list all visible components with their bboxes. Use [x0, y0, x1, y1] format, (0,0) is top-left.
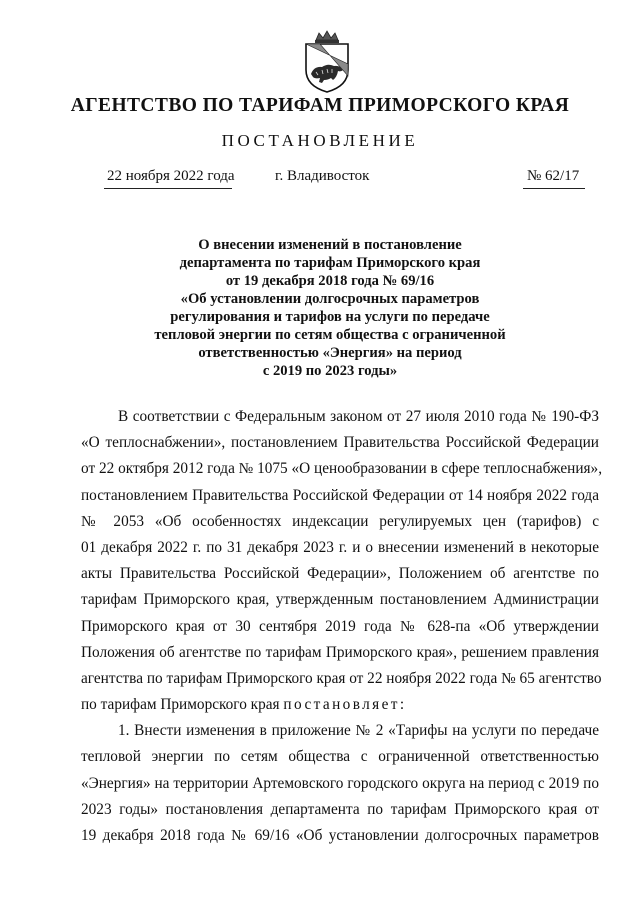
- body-line: агентства по тарифам Приморского края от 22 ноября 2022 года № 65 агентство: [81, 669, 602, 687]
- preamble-paragraph: [81, 404, 603, 718]
- body-line: Приморского края от 30 сентября 2019 года № 628-па «Об утверждении: [81, 617, 599, 635]
- date-underline: [104, 188, 232, 189]
- body-line: В соответствии с Федеральным законом от 27 июля 2010 года № 190-ФЗ: [118, 408, 599, 425]
- body-line: от 22 октября 2012 года № 1075 «О ценообразовании в сфере теплоснабжения»,: [81, 460, 603, 478]
- document-type: ПОСТАНОВЛЕНИЕ: [221, 131, 419, 150]
- subject-line: О внесении изменений в постановление: [198, 237, 462, 253]
- clause-1-paragraph: [81, 718, 599, 849]
- body-line: «Энергия» на территории Артемовского городского округа на период с 2019 по: [81, 774, 599, 792]
- subject-line: департамента по тарифам Приморского края: [179, 255, 481, 271]
- body-line-final: [81, 692, 599, 718]
- document-subject: [120, 236, 540, 380]
- subject-line: «Об установлении долгосрочных параметров: [180, 291, 480, 307]
- body-line: акты Правительства Российской Федерации», Положением об агентстве по: [81, 565, 599, 583]
- number-underline: [523, 188, 585, 189]
- subject-line: тепловой энергии по сетям общества с ограниченной: [154, 327, 506, 343]
- document-date: 22 ноября 2022 года: [107, 168, 235, 184]
- body-line: тарифам Приморского края, утвержденным постановлением Администрации: [81, 591, 599, 609]
- body-line: постановлением Правительства Российской Федерации от 14 ноября 2022 года: [81, 486, 599, 504]
- coat-of-arms-icon: [300, 30, 354, 94]
- body-line: 19 декабря 2018 года № 69/16 «Об установлении долгосрочных параметров: [81, 827, 599, 844]
- body-line: 2023 годы» постановления департамента по тарифам Приморского края от: [81, 800, 599, 818]
- subject-line: с 2019 по 2023 годы»: [262, 363, 398, 379]
- subject-line: ответственностью «Энергия» на период: [198, 345, 462, 361]
- document-number: № 62/17: [527, 168, 580, 184]
- resolution-keyword: постановляет:: [283, 696, 407, 714]
- subject-line: регулирования и тарифов на услуги по передаче: [170, 309, 490, 325]
- agency-title: АГЕНТСТВО ПО ТАРИФАМ ПРИМОРСКОГО КРАЯ: [70, 95, 570, 116]
- body-line: 01 декабря 2022 г. по 31 декабря 2023 г. и о внесении изменений в некоторые: [81, 538, 599, 556]
- body-line: «О теплоснабжении», постановлением Правительства Российской Федерации: [81, 434, 599, 452]
- body-line: Положения об агентстве по тарифам Приморского края», решением правления: [81, 643, 599, 661]
- document-body: [81, 404, 603, 849]
- body-line: тепловой энергии по сетям общества с ограниченной ответственностью: [81, 748, 599, 766]
- body-line-prefix: по тарифам Приморского края: [81, 696, 284, 714]
- body-line: № 2053 «Об особенностях индексации регулируемых цен (тарифов) с: [81, 512, 599, 530]
- body-line: 1. Внести изменения в приложение № 2 «Тарифы на услуги по передаче: [118, 722, 599, 740]
- subject-line: от 19 декабря 2018 года № 69/16: [225, 273, 435, 289]
- document-city: г. Владивосток: [275, 168, 370, 184]
